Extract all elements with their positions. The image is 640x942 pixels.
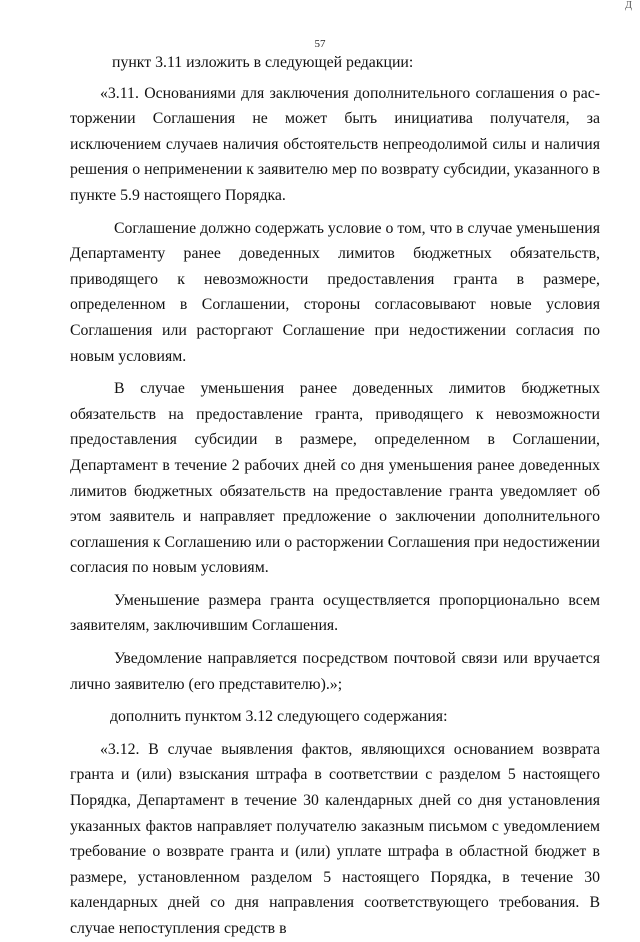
paragraph-limits-reduction: В случае уменьшения ранее доведенных лимитов бюджетных обязательств на предоставление гранта, приводящего к невозможности предоставления субсидии в размере, определенном в Соглашении, Департамент в течение 2 рабочих дней со дня уменьшения ранее доведенных лимитов бюджетных обязательств на предоставление гранта уведомляет об этом заявитель и направляет предложение о заключении дополнительного соглашения к Соглашению или о расторжении Соглашения при недостижении согласия по новым условиям. [70,380,600,577]
paragraph-intro: пункт 3.11 изложить в следующей редакции: [112,54,414,71]
paragraph-add-3-12: дополнить пунктом 3.12 следующего содержания: [110,708,448,726]
paragraph-3-11: «3.11. Основаниями для заключения дополнительного соглашения о расторжении Соглашения не может быть инициатива получателя, за исключением случаев наличия обстоятельств непреодолимой силы и наличия решения о неприменении к заявителю мер по возврату субсидии, указанного в пункте 5.9 настоящего Порядка. [70,84,600,204]
paragraph-agreement-condition: Соглашение должно содержать условие о том, что в случае уменьшения Департаменту ранее доведенных лимитов бюджетных обязательств, приводящего к невозможности предоставления гранта в размере, определенном в Соглашении, стороны согласовывают новые условия Соглашения или расторгают Соглашение при недостижении согласия по новым условиям. [70,219,600,365]
page-number: 57 [314,38,326,50]
corner-mark: Д [625,0,632,11]
paragraph-notification: Уведомление направляется посредством почтовой связи или вручается лично заявителю (его представителю).»; [70,650,600,693]
document-body [70,50,600,942]
paragraph-grant-reduction: Уменьшение размера гранта осуществляется пропорционально всем заявителям, заключившим Соглашения. [70,591,600,635]
paragraph-3-12: «3.12. В случае выявления фактов, являющихся основанием возврата гранта и (или) взыскания штрафа в соответствии с разделом 5 настоящего Порядка, Департамент в течение 30 календарных дней со дня установления указанных фактов направляет получателю заказным письмом с уведомлением требование о возврате гранта и (или) уплате штрафа в областной бюджет в размере, установленном разделом 5 настоящего Порядка, в течение 30 календарных дней со дня направления соответствующего требования. В случае непоступления средств в [70,740,600,937]
